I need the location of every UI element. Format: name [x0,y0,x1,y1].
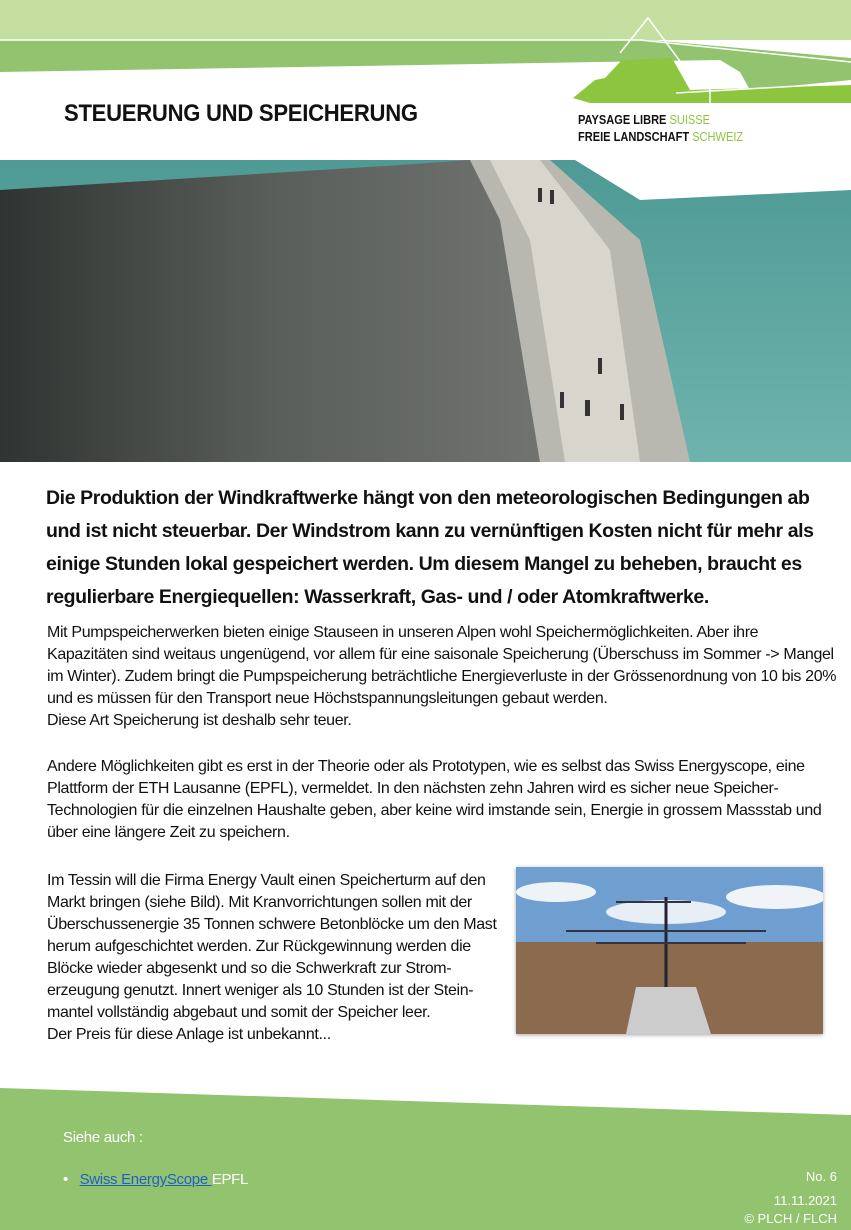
swiss-energyscope-link[interactable]: Swiss EnergyScope [79,1171,212,1188]
see-also-item [63,1171,248,1188]
page-title: STEUERUNG UND SPEICHERUNG [64,100,418,127]
paragraph-pumpspeicher: Mit Pumpspeicherwerken bieten einige Stauseen in unseren Alpen wohl Speichermöglichkeiten. Aber ihre Kapazitäten sind weitaus ungenügend, vor allem für eine saisonale Speicherung (Überschuss im Sommer -> Mangel im Winter). Zudem bringt die Pumpspeicherung beträchtliche Energieverluste in der Grössenordnung von 10 bis 20% und es müssen für den Transport neue Höchstspannungsleitungen gebaut werden. Diese Art Speicherung ist deshalb sehr teuer. [47,624,837,729]
dam-photo [0,160,851,462]
page-meta [744,1168,837,1228]
footer-band [0,1080,851,1230]
paragraph-alternatives: Andere Möglichkeiten gibt es erst in der Theorie oder als Prototypen, wie es selbst das Swiss Energyscope, eine Plattform der ETH Lausanne (EPFL), vermeldet. In den nächsten zehn Jahren wird es sicher neue Speicher-Technologien für die einzelnen Haushalte geben, aber keine wird imstande sein, Energie in grossem Massstab und über eine längere Zeit zu speichern. [47,758,822,841]
energy-vault-image [516,867,823,1034]
bullet: • [63,1171,80,1188]
logo: PAYSAGE LIBRE SUISSE FREIE LANDSCHAFT SCHWEIZ [578,112,744,144]
date: 11.11.2021 [773,1193,837,1208]
paragraph-energy-vault: Im Tessin will die Firma Energy Vault einen Speicherturm auf den Markt bringen (siehe Bild). Mit Kranvorrichtungen sollen mit der Überschussenergie 35 Tonnen schwere Betonblöcke um den Mast herum aufgeschichtet werden. Zur Rückgewinnung werden die Blöcke wieder abgesenkt und so die Schwerkraft zur Strom-erzeugung genutzt. Innert weniger als 10 Stunden ist der Stein-mantel vollständig abgebaut und somit der Speicher leer. Der Preis für diese Anlage ist unbekannt... [47,872,497,1043]
link-suffix: EPFL [211,1171,249,1188]
copyright: © PLCH / FLCH [744,1211,837,1226]
lead-paragraph: Die Produktion der Windkraftwerke hängt von den meteorologischen Bedingungen ab und ist nicht steuerbar. Der Windstrom kann zu vernünftigen Kosten nicht für mehr als einige Stunden lokal gespeichert werden. Um diesem Mangel zu beheben, braucht es regulierbare Energiequellen: Wasserkraft, Gas- und / oder Atomkraftwerke. [46,487,814,608]
page-number: No. 6 [805,1169,837,1184]
see-also-label: Siehe auch : [63,1129,143,1146]
